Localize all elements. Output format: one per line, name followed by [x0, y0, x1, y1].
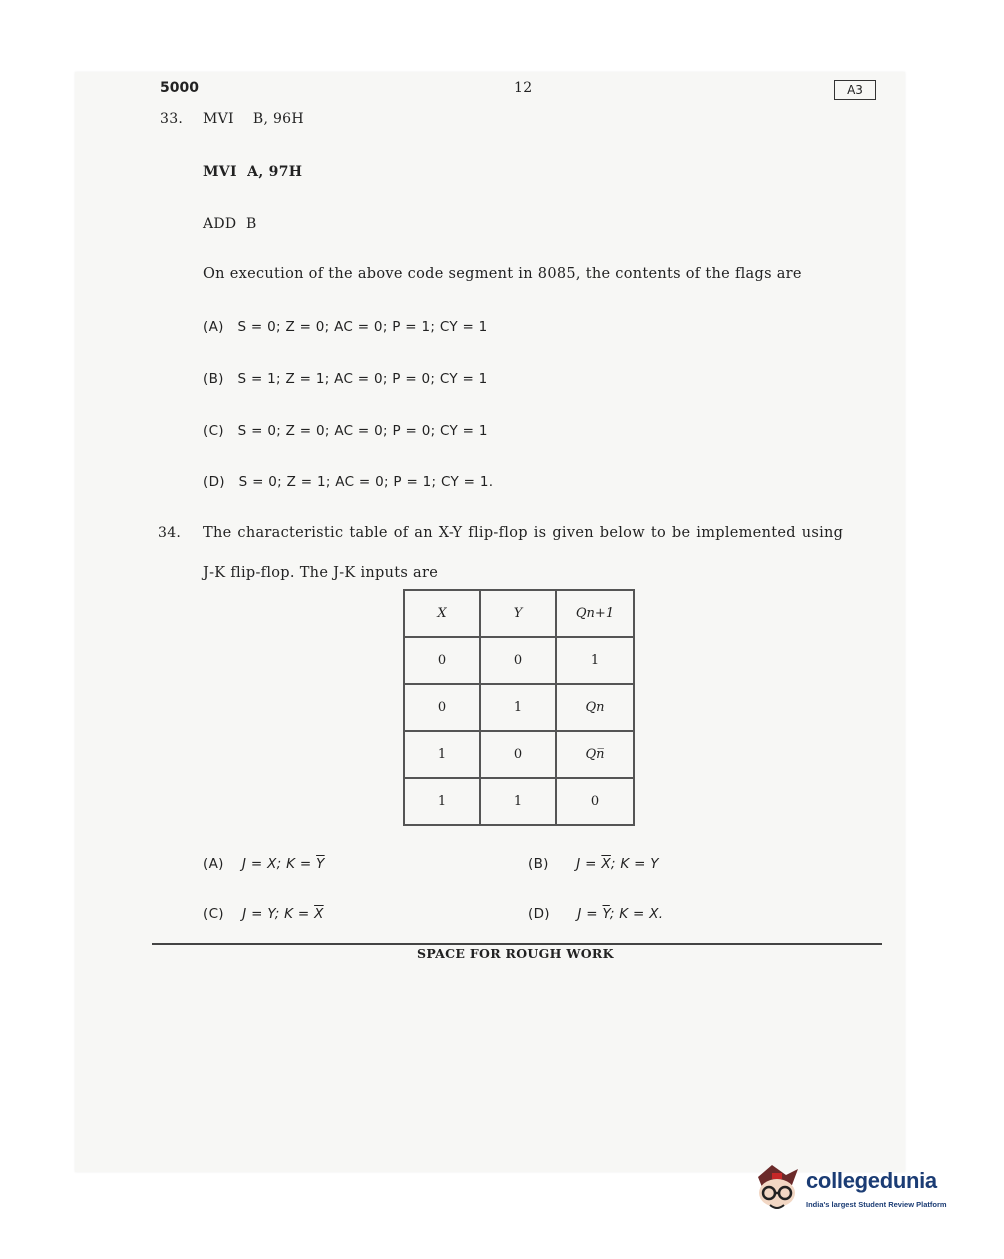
- divider-line: [152, 943, 882, 945]
- q33-option-b[interactable]: [203, 371, 488, 387]
- q34-number: 34.: [158, 525, 182, 541]
- q33-option-c[interactable]: [203, 423, 488, 439]
- table-row: 1 0 Qn̅: [404, 731, 634, 778]
- option-label: (B): [203, 371, 224, 387]
- brand-tagline: India's largest Student Review Platform: [806, 1200, 947, 1209]
- brand-name: collegedunia: [806, 1168, 937, 1193]
- header-x: X: [404, 590, 480, 637]
- q34-option-b[interactable]: (B) $J = \overline{X}$; K = Y: [528, 856, 659, 872]
- rough-work-label: SPACE FOR ROUGH WORK: [417, 946, 614, 961]
- characteristic-table: [403, 589, 635, 826]
- table-header-row: [404, 590, 634, 637]
- option-label: (D): [203, 474, 225, 490]
- booklet-code-box: A3: [834, 80, 876, 100]
- table-row: 0 0 1: [404, 637, 634, 684]
- collegedunia-logo-icon: [752, 1163, 802, 1223]
- q34-stem-line-2: J-K flip-flop. The J-K inputs are: [203, 565, 439, 581]
- table-row: 1 1 0: [404, 778, 634, 825]
- q33-code-line-2: MVI A, 97H: [203, 164, 303, 180]
- header-y: Y: [480, 590, 556, 637]
- q33-stem: On execution of the above code segment in 8085, the contents of the flags are: [203, 266, 802, 282]
- option-label: (A): [203, 319, 224, 335]
- q34-option-d[interactable]: (D) $J = \overline{Y}$; K = X.: [528, 906, 664, 922]
- page-number: 12: [514, 80, 533, 96]
- option-label: (C): [203, 423, 224, 439]
- q33-option-d[interactable]: [203, 474, 493, 490]
- q33-code-line-1: MVI B, 96H: [203, 111, 304, 127]
- q34-option-c[interactable]: (C) J = Y; $K = \overline{X}$: [203, 906, 324, 922]
- option-text: S = 0; Z = 0; AC = 0; P = 0; CY = 1: [237, 423, 488, 439]
- q33-code-line-3: ADD B: [203, 216, 257, 232]
- q34-option-a[interactable]: (A) J = X; $K = \overline{Y}$: [203, 856, 325, 872]
- paper-code: 5000: [160, 80, 199, 96]
- option-text: S = 0; Z = 1; AC = 0; P = 1; CY = 1.: [238, 474, 494, 490]
- header-qn1: Qn+1: [556, 590, 634, 637]
- table-row: 0 1 Qn: [404, 684, 634, 731]
- q33-option-a[interactable]: [203, 319, 488, 335]
- q33-number: 33.: [160, 111, 184, 127]
- option-text: S = 1; Z = 1; AC = 0; P = 0; CY = 1: [237, 371, 488, 387]
- option-text: S = 0; Z = 0; AC = 0; P = 1; CY = 1: [237, 319, 488, 335]
- q34-stem-line-1: The characteristic table of an X-Y flip-flop is given below to be implemented using: [203, 525, 844, 541]
